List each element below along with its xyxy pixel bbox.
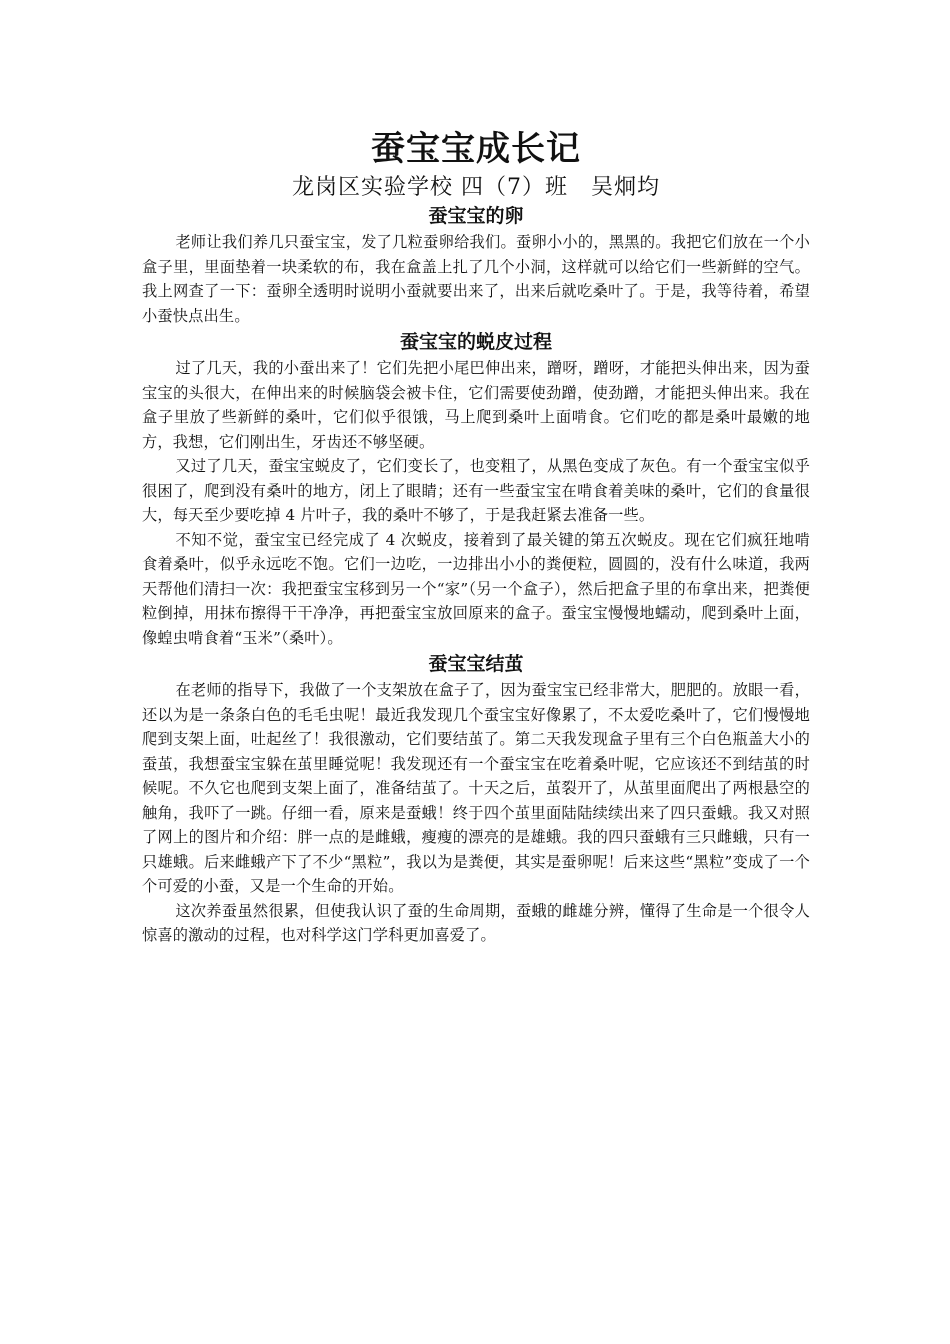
section-molting — [142, 328, 810, 650]
paragraph: 又过了几天，蚕宝宝蜕皮了，它们变长了，也变粗了，从黑色变成了灰色。有一个蚕宝宝似乎很困了，爬到没有桑叶的地方，闭上了眼睛；还有一些蚕宝宝在啃食着美味的桑叶，它们的食量很大，每天至少要吃掉 4 片叶子，我的桑叶不够了，于是我赶紧去准备一些。 — [142, 457, 810, 524]
paragraph: 老师让我们养几只蚕宝宝，发了几粒蚕卵给我们。蚕卵小小的，黑黑的。我把它们放在一个小盒子里，里面垫着一块柔软的布，我在盒盖上扎了几个小洞，这样就可以给它们一些新鲜的空气。我上网查了一下：蚕卵全透明时说明小蚕就要出来了，出来后就吃桑叶了。于是，我等待着，希望小蚕快点出生。 — [142, 233, 810, 325]
paragraph: 不知不觉，蚕宝宝已经完成了 4 次蜕皮，接着到了最关键的第五次蜕皮。现在它们疯狂地啃食着桑叶，似乎永远吃不饱。它们一边吃，一边排出小小的粪便粒，圆圆的，没有什么味道，我两天帮他们清扫一次：我把蚕宝宝移到另一个“家”（另一个盒子），然后把盒子里的布拿出来，把粪便粒倒掉，用抹布擦得干干净净，再把蚕宝宝放回原来的盒子。蚕宝宝慢慢地蠕动，爬到桑叶上面，像蝗虫啃食着“玉米”（桑叶）。 — [142, 530, 810, 647]
paragraph: 这次养蚕虽然很累，但使我认识了蚕的生命周期，蚕蛾的雌雄分辨，懂得了生命是一个很令人惊喜的激动的过程，也对科学这门学科更加喜爱了。 — [142, 901, 810, 944]
paragraph: 过了几天，我的小蚕出来了！它们先把小尾巴伸出来，蹭呀，蹭呀，才能把头伸出来，因为蚕宝宝的头很大，在伸出来的时候脑袋会被卡住，它们需要使劲蹭，使劲蹭，才能把头伸出来。我在盒子里放了些新鲜的桑叶，它们似乎很饿，马上爬到桑叶上面啃食。它们吃的都是桑叶最嫩的地方，我想，它们刚出生，牙齿还不够坚硬。 — [142, 359, 810, 451]
author-byline: 龙岗区实验学校 四（7）班 吴炯均 — [292, 175, 660, 200]
section-heading: 蚕宝宝的卵 — [428, 205, 524, 227]
document-page — [142, 124, 810, 948]
paragraph: 在老师的指导下，我做了一个支架放在盒子了，因为蚕宝宝已经非常大，肥肥的。放眼一看，还以为是一条条白色的毛毛虫呢！最近我发现几个蚕宝宝好像累了，不太爱吃桑叶了，它们慢慢地爬到支架上面，吐起丝了！我很激动，它们要结茧了。第二天我发现盒子里有三个白色瓶盖大小的蚕茧，我想蚕宝宝躲在茧里睡觉呢！我发现还有一个蚕宝宝在吃着桑叶呢，它应该还不到结茧的时候呢。不久它也爬到支架上面了，准备结茧了。十天之后，茧裂开了，从茧里面爬出了两根悬空的触角，我吓了一跳。仔细一看，原来是蚕蛾！终于四个茧里面陆陆续续出来了四只蚕蛾。我又对照了网上的图片和介绍：胖一点的是雌蛾，瘦瘦的漂亮的是雄蛾。我的四只蚕蛾有三只雌蛾，只有一只雄蛾。后来雌蛾产下了不少“黑粒”，我以为是粪便，其实是蚕卵呢！后来这些“黑粒”变成了一个个可爱的小蚕，又是一个生命的开始。 — [142, 681, 810, 895]
document-title: 蚕宝宝成长记 — [371, 129, 581, 169]
section-eggs — [142, 202, 810, 328]
section-cocoon — [142, 650, 810, 948]
section-heading: 蚕宝宝结茧 — [428, 653, 524, 675]
section-heading: 蚕宝宝的蜕皮过程 — [399, 331, 552, 353]
